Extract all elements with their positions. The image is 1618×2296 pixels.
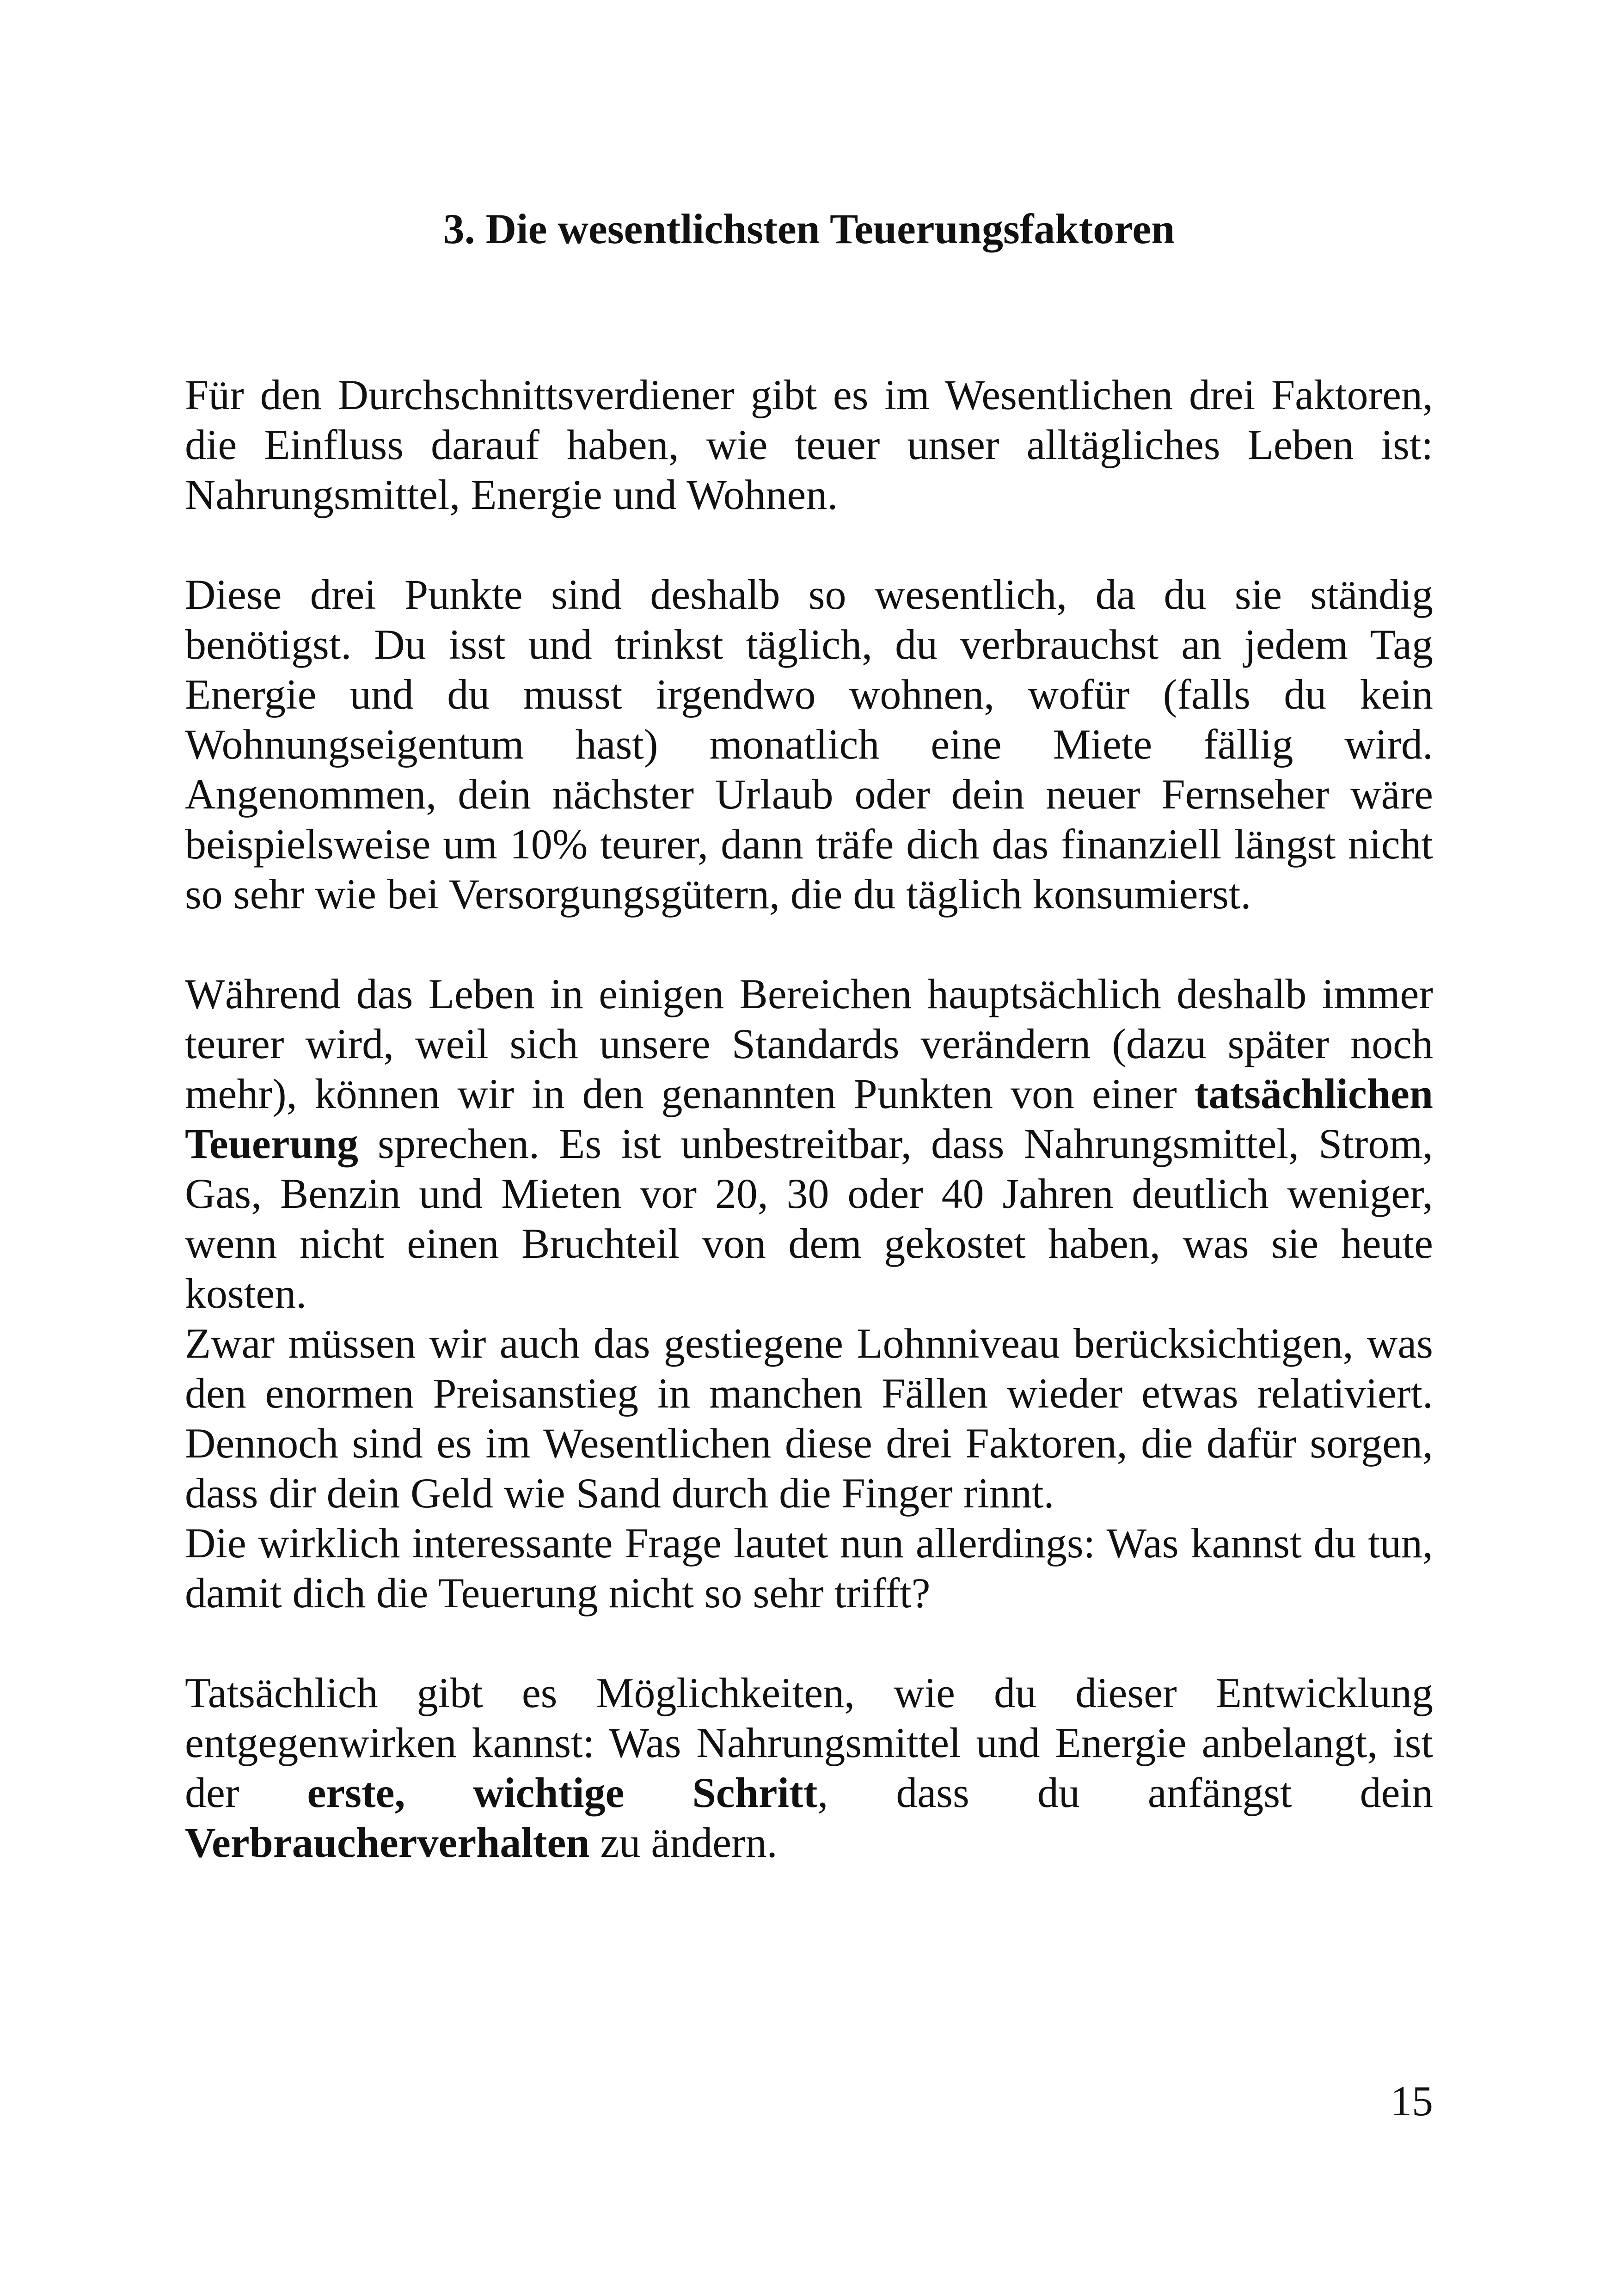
- paragraph-6-emphasis-1: erste, wichtige Schritt: [307, 1769, 818, 1816]
- paragraph-4: Zwar müssen wir auch das gestiegene Lohnniveau berücksichtigen, was den enormen Preisanstieg in manchen Fällen wieder etwas relativiert. Dennoch sind es im Wesentlichen diese drei Faktoren, die dafür sorgen, dass dir dein Geld wie Sand durch die Finger rinnt.: [185, 1320, 1433, 1517]
- paragraph-1: Für den Durchschnittsverdiener gibt es im Wesentlichen drei Faktoren, die Einfluss darauf haben, wie teuer unser alltägliches Leben ist: Nahrungsmittel, Energie und Wohnen.: [185, 371, 1433, 518]
- page-number: 15: [1391, 2077, 1433, 2125]
- paragraph-6: [185, 1668, 1433, 1867]
- paragraph-3-text-a: Während das Leben in einigen Bereichen hauptsächlich deshalb immer teurer wird, weil sich unsere Standards verändern (dazu später noch mehr), können wir in den genannten Punkten von einer: [185, 970, 1433, 1117]
- paragraph-5: Die wirklich interessante Frage lautet nun allerdings: Was kannst du tun, damit dich die Teuerung nicht so sehr trifft?: [185, 1519, 1433, 1616]
- paragraph-3-text-b: sprechen. Es ist unbestreitbar, dass Nahrungsmittel, Strom, Gas, Benzin und Mieten vor 20, 30 oder 40 Jahren deutlich weniger, wenn nicht einen Bruchteil von dem gekostet haben, was sie heute kosten.: [185, 1120, 1433, 1317]
- paragraph-2: Diese drei Punkte sind deshalb so wesentlich, da du sie ständig benötigst. Du isst und trinkst täglich, du verbrauchst an jedem Tag Energie und du musst irgendwo wohnen, wofür (falls du kein Wohnungseigentum hast) monatlich eine Miete fällig wird. Angenommen, dein nächster Urlaub oder dein neuer Fernseher wäre beispielsweise um 10% teurer, dann träfe dich das finanziell längst nicht so sehr wie bei Versorgungsgütern, die du täglich konsumierst.: [185, 571, 1433, 918]
- body-text: [185, 370, 1433, 1867]
- paragraph-6-text-a: Tatsächlich gibt es Möglichkeiten, wie du dieser Entwicklung entgegenwirken kannst: Was Nahrungsmittel und Energie anbelangt, ist der: [185, 1669, 1433, 1816]
- paragraph-6-text-b: , dass du anfängst dein: [817, 1769, 1433, 1816]
- paragraph-6-emphasis-2: Verbraucherverhalten: [185, 1819, 590, 1866]
- paragraph-3-emphasis: tatsächlichen Teuerung: [185, 1070, 1433, 1167]
- paragraph-6-text-c: zu ändern.: [589, 1819, 778, 1866]
- chapter-heading: 3. Die wesentlichsten Teuerungsfaktoren: [443, 205, 1175, 252]
- paragraph-3: [185, 969, 1433, 1318]
